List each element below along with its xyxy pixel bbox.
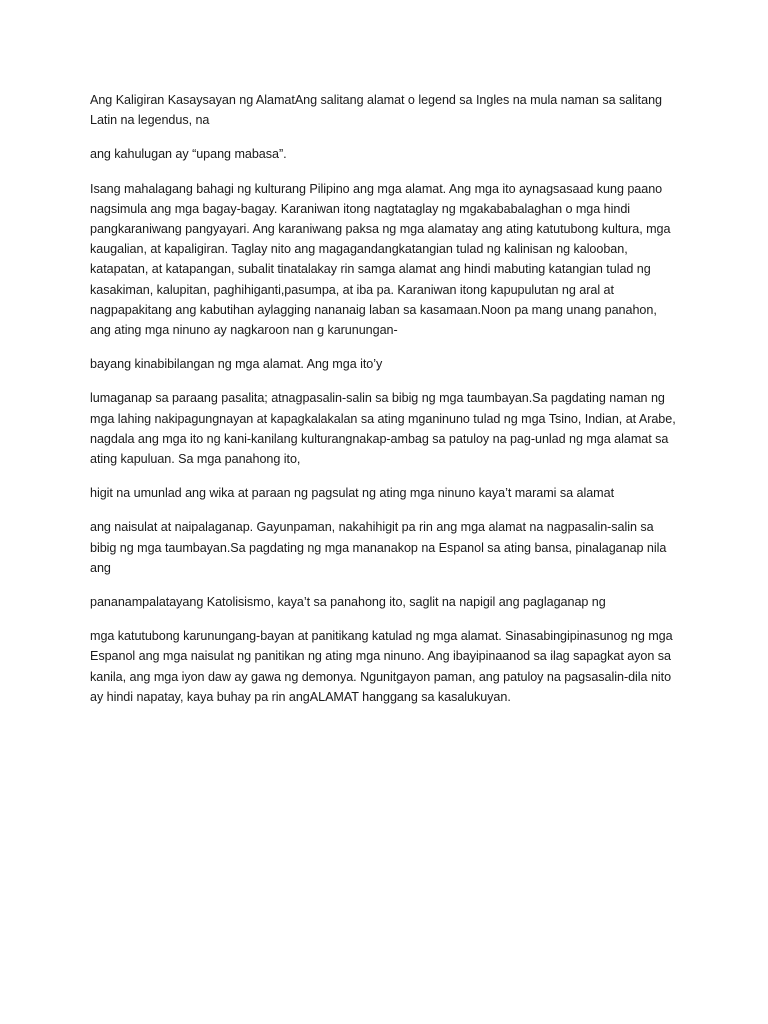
paragraph-oral-tradition: bayang kinabibilangan ng mga alamat. Ang mga ito’y: [90, 357, 383, 372]
paragraph-spread: lumaganap sa paraang pasalita; atnagpasalin-salin sa bibig ng mga taumbayan.Sa pagdating naman ng mga lahing nakipagungnayan at kapagkalakalan sa ating mganinuno tulad ng mga Tsino, Indian, at Arabe, nagdala ang mga ito ng kani-kanilang kulturangnakap-ambag sa patuloy na pag-unlad ng mga alamat sa ating kapuluan. Sa mga panahong ito,: [90, 391, 676, 467]
paragraph-meaning: ang kahulugan ay “upang mabasa”.: [90, 147, 287, 162]
paragraph-writing: higit na umunlad ang wika at paraan ng pagsulat ng ating mga ninuno kaya’t marami sa alamat: [90, 486, 615, 501]
paragraph-spanish-arrival: ang naisulat at naipalaganap. Gayunpaman, nakahihigit pa rin ang mga alamat na nagpasalin-salin sa bibig ng mga taumbayan.Sa pagdating ng mga mananakop na Espanol sa ating bansa, pinalaganap nila ang: [90, 520, 667, 575]
paragraph-title-intro: Ang Kaligiran Kasaysayan ng AlamatAng salitang alamat o legend sa Ingles na mula naman sa salitang Latin na legendus, na: [90, 93, 662, 128]
paragraph-catholicism: pananampalatayang Katolisismo, kaya’t sa panahong ito, saglit na napigil ang paglaganap ng: [90, 595, 606, 610]
paragraph-survival: mga katutubong karunungang-bayan at panitikang katulad ng mga alamat. Sinasabingipinasunog ng mga Espanol ang mga naisulat ng panitikan ng ating mga ninuno. Ang ibayipinaanod sa ilag sapagkat ayon sa kanila, ang mga iyon daw ay gawa ng demonya. Ngunitgayon paman, ang patuloy na pagsasalin-dila nito ay hindi napatay, kaya buhay pa rin angALAMAT hanggang sa kasalukuyan.: [90, 629, 673, 704]
paragraph-importance: Isang mahalagang bahagi ng kulturang Pilipino ang mga alamat. Ang mga ito aynagsasaad kung paano nagsimula ang mga bagay-bagay. Karaniwan itong nagtataglay ng mgakababalaghan o mga hindi pangkaraniwang pangyayari. Ang karaniwang paksa ng mga alamatay ang ating katutubong kultura, mga kaugalian, at kapaligiran. Taglay nito ang magagandangkatangian tulad ng kalinisan ng kalooban, katapatan, at katapangan, subalit tinatalakay rin samga alamat ang hindi mabuting katangian tulad ng kasakiman, kalupitan, paghihiganti,pasumpa, at iba pa. Karaniwan itong kapupulutan ng aral at nagpapakitang ang kabutihan aylagging nananaig laban sa kasamaan.Noon pa mang unang panahon, ang ating mga ninuno ay nagkaroon nan g karunungan-: [90, 181, 671, 338]
